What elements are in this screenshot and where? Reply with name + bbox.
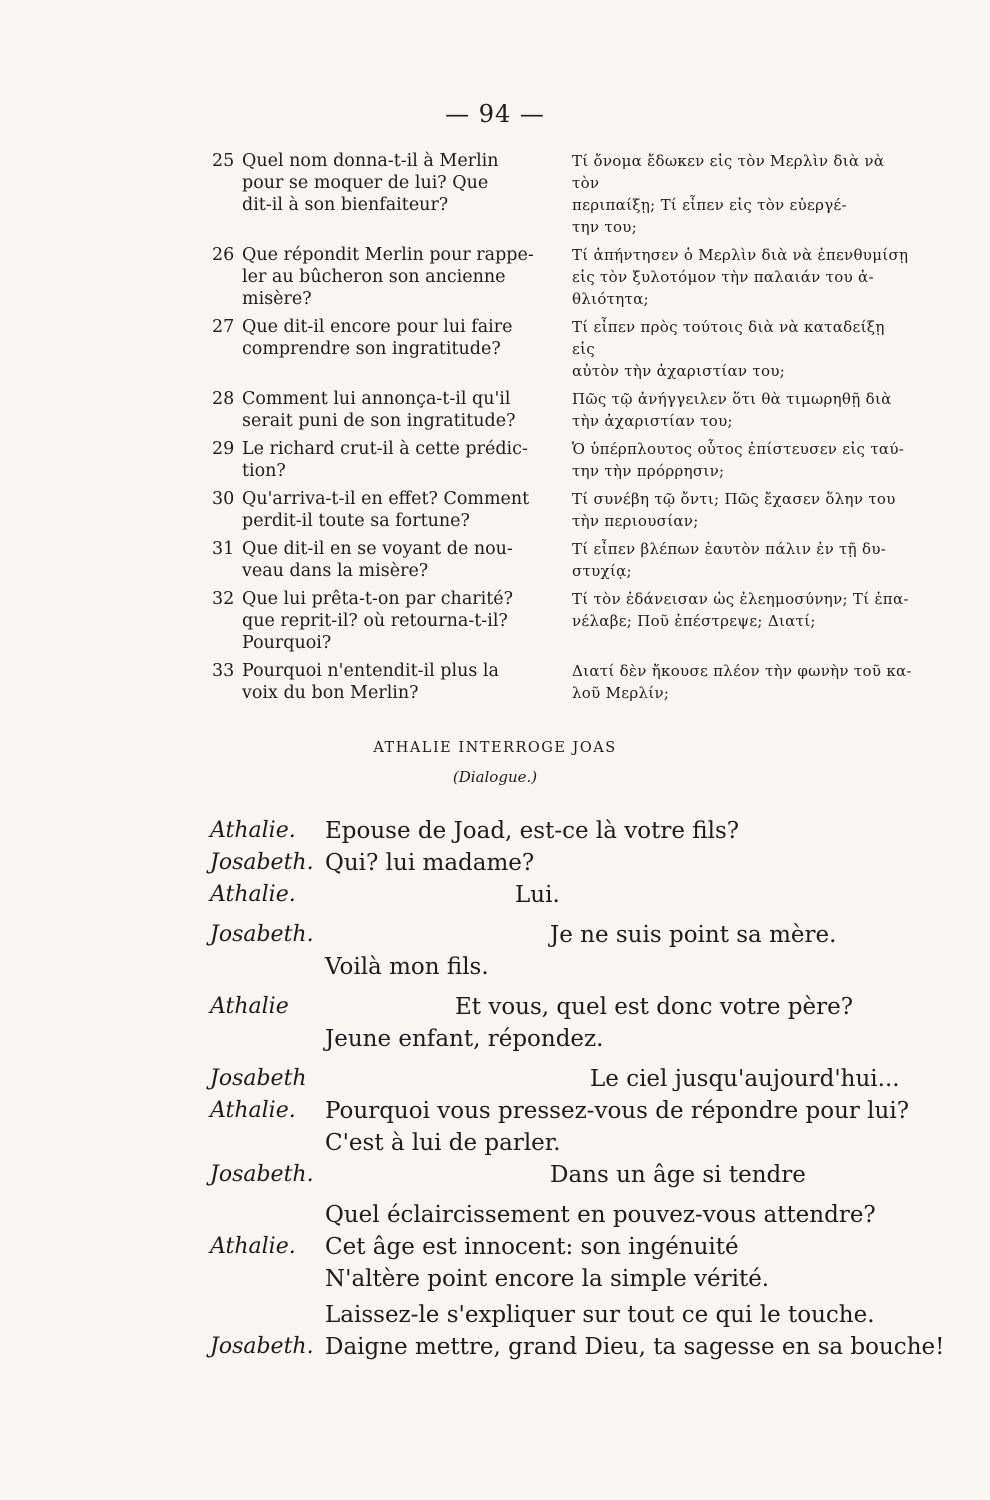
question-row xyxy=(212,660,922,704)
question-french xyxy=(212,150,562,238)
verse-text: Daigne mettre, grand Dieu, ta sagesse en sa bouche! xyxy=(325,1334,945,1360)
question-french xyxy=(212,388,562,432)
dialogue-line xyxy=(210,1159,920,1191)
verse-text: Pourquoi vous pressez-vous de répondre pour lui? xyxy=(325,1098,910,1124)
french-line: tion? xyxy=(242,461,286,481)
question-number: 32 xyxy=(212,589,235,609)
greek-line: Τί εἶπεν βλέπων ἑαυτὸν πάλιν ἐν τῇ δυ- xyxy=(572,540,887,558)
question-number: 28 xyxy=(212,389,235,409)
question-greek xyxy=(562,244,912,310)
question-greek xyxy=(562,588,912,654)
question-list xyxy=(212,150,922,710)
greek-line: Ὁ ὑπέρπλουτος οὗτος ἐπίστευσεν εἰς ταύ- xyxy=(572,440,905,458)
dialogue-line xyxy=(210,1299,920,1331)
french-line: perdit-il toute sa fortune? xyxy=(242,511,470,531)
french-line: dit-il à son bienfaiteur? xyxy=(242,195,449,215)
question-row xyxy=(212,316,922,382)
question-row xyxy=(212,488,922,532)
greek-line: στυχίᾳ; xyxy=(572,562,632,580)
question-greek xyxy=(562,388,912,432)
question-french xyxy=(212,660,562,704)
dialogue-line xyxy=(210,1263,920,1295)
french-line: Pourquoi n'entendit-il plus la xyxy=(242,661,499,681)
verse-text: Qui? lui madame? xyxy=(325,850,535,876)
french-line: Comment lui annonça-t-il qu'il xyxy=(242,389,511,409)
question-row xyxy=(212,588,922,654)
question-number: 27 xyxy=(212,317,235,337)
question-number: 29 xyxy=(212,439,235,459)
speaker-name: Athalie. xyxy=(210,882,296,907)
french-line: Que lui prêta-t-on par charité? xyxy=(242,589,513,609)
verse-text: Le ciel jusqu'aujourd'hui... xyxy=(590,1066,900,1092)
french-line: misère? xyxy=(242,289,312,309)
question-greek xyxy=(562,488,912,532)
french-line: Que dit-il en se voyant de nou- xyxy=(242,539,513,559)
question-row xyxy=(212,388,922,432)
dialogue-line xyxy=(210,951,920,983)
page-number: — 94 — xyxy=(445,100,545,128)
question-french xyxy=(212,588,562,654)
dialogue-line xyxy=(210,919,920,951)
dialogue-line xyxy=(210,847,920,879)
french-line: Pourquoi? xyxy=(242,633,332,653)
question-greek xyxy=(562,316,912,382)
question-greek xyxy=(562,660,912,704)
verse-text: Quel éclaircissement en pouvez-vous attendre? xyxy=(325,1202,876,1228)
verse-text: Jeune enfant, répondez. xyxy=(325,1026,604,1052)
french-line: Que dit-il encore pour lui faire xyxy=(242,317,513,337)
greek-line: τὴν περιουσίαν; xyxy=(572,512,699,530)
greek-line: νέλαβε; Ποῦ ἐπέστρεψε; Διατί; xyxy=(572,612,816,630)
greek-line: Τί ὄνομα ἔδωκεν εἰς τὸν Μερλὶν διὰ νὰ τὸν xyxy=(572,152,885,192)
verse-text: Cet âge est innocent: son ingénuité xyxy=(325,1234,739,1260)
greek-line: αὐτὸν τὴν ἀχαριστίαν του; xyxy=(572,362,786,380)
greek-line: περιπαίξῃ; Τί εἶπεν εἰς τὸν εὐεργέ- xyxy=(572,196,847,214)
speaker-name: Athalie. xyxy=(210,1234,296,1259)
dialogue-line xyxy=(210,1331,945,1363)
greek-line: εἰς τὸν ξυλοτόμον τὴν παλαιάν του ἀ- xyxy=(572,268,874,286)
french-line: Quel nom donna-t-il à Merlin xyxy=(242,151,499,171)
greek-line: Τί εἶπεν πρὸς τούτοις διὰ νὰ καταδείξῃ εἰς xyxy=(572,318,885,358)
french-line: ler au bûcheron son ancienne xyxy=(242,267,506,287)
question-greek xyxy=(562,150,912,238)
question-number: 25 xyxy=(212,151,235,171)
greek-line: την τὴν πρόρρησιν; xyxy=(572,462,725,480)
question-number: 30 xyxy=(212,489,235,509)
dialogue-line xyxy=(210,1127,920,1159)
verse-text: Laissez-le s'expliquer sur tout ce qui le touche. xyxy=(325,1302,875,1328)
question-number: 31 xyxy=(212,539,235,559)
speaker-name: Josabeth. xyxy=(210,850,314,875)
verse-text: Et vous, quel est donc votre père? xyxy=(455,994,854,1020)
french-line: Le richard crut-il à cette prédic- xyxy=(242,439,528,459)
greek-line: θλιότητα; xyxy=(572,290,649,308)
dialogue-line xyxy=(210,1063,920,1095)
section-subtitle: (Dialogue.) xyxy=(452,768,538,786)
question-row xyxy=(212,438,922,482)
french-line: Que répondit Merlin pour rappe- xyxy=(242,245,534,265)
greek-line: λοῦ Μερλίν; xyxy=(572,684,670,702)
french-line: voix du bon Merlin? xyxy=(242,683,419,703)
verse-text: Lui. xyxy=(515,882,560,908)
question-french xyxy=(212,538,562,582)
dialogue-line xyxy=(210,991,920,1023)
dialogue-line xyxy=(210,815,920,847)
question-french xyxy=(212,438,562,482)
french-line: veau dans la misère? xyxy=(242,561,429,581)
greek-line: Τί συνέβη τῷ ὄντι; Πῶς ἔχασεν ὅλην του xyxy=(572,490,896,508)
french-line: pour se moquer de lui? Que xyxy=(242,173,489,193)
dialogue-line xyxy=(210,1095,920,1127)
question-french xyxy=(212,316,562,382)
french-line: que reprit-il? où retourna-t-il? xyxy=(242,611,508,631)
dialogue-line xyxy=(210,1199,920,1231)
dialogue-line xyxy=(210,1231,920,1263)
speaker-name: Athalie xyxy=(210,994,289,1019)
greek-line: Διατί δὲν ἤκουσε πλέον τὴν φωνὴν τοῦ κα- xyxy=(572,662,912,680)
speaker-name: Josabeth. xyxy=(210,1334,314,1359)
question-french xyxy=(212,244,562,310)
verse-text: Je ne suis point sa mère. xyxy=(550,922,837,948)
verse-text: Epouse de Joad, est-ce là votre fils? xyxy=(325,818,740,844)
dialogue-line xyxy=(210,879,920,911)
question-french xyxy=(212,488,562,532)
section-title: ATHALIE INTERROGE JOAS xyxy=(373,740,617,756)
verse-text: Dans un âge si tendre xyxy=(550,1162,806,1188)
french-line: Qu'arriva-t-il en effet? Comment xyxy=(242,489,530,509)
question-number: 26 xyxy=(212,245,235,265)
greek-line: Πῶς τῷ ἀνήγγειλεν ὅτι θὰ τιμωρηθῇ διὰ xyxy=(572,390,892,408)
verse-text: N'altère point encore la simple vérité. xyxy=(325,1266,770,1292)
french-line: serait puni de son ingratitude? xyxy=(242,411,516,431)
french-line: comprendre son ingratitude? xyxy=(242,339,501,359)
dialogue-line xyxy=(210,1023,920,1055)
greek-line: Τί ἀπήντησεν ὁ Μερλὶν διὰ νὰ ἐπενθυμίσῃ xyxy=(572,246,909,264)
greek-line: τὴν ἀχαριστίαν του; xyxy=(572,412,733,430)
speaker-name: Athalie. xyxy=(210,818,296,843)
greek-line: Τί τὸν ἐδάνεισαν ὡς ἐλεημοσύνην; Τί ἐπα- xyxy=(572,590,909,608)
question-greek xyxy=(562,438,912,482)
greek-line: την του; xyxy=(572,218,638,236)
question-greek xyxy=(562,538,912,582)
speaker-name: Athalie. xyxy=(210,1098,296,1123)
speaker-name: Josabeth xyxy=(210,1066,307,1091)
question-number: 33 xyxy=(212,661,235,681)
question-row xyxy=(212,538,922,582)
verse-text: Voilà mon fils. xyxy=(325,954,489,980)
dialogue-block xyxy=(210,815,945,1363)
speaker-name: Josabeth. xyxy=(210,1162,314,1187)
verse-text: C'est à lui de parler. xyxy=(325,1130,561,1156)
question-row xyxy=(212,244,922,310)
speaker-name: Josabeth. xyxy=(210,922,314,947)
question-row xyxy=(212,150,922,238)
